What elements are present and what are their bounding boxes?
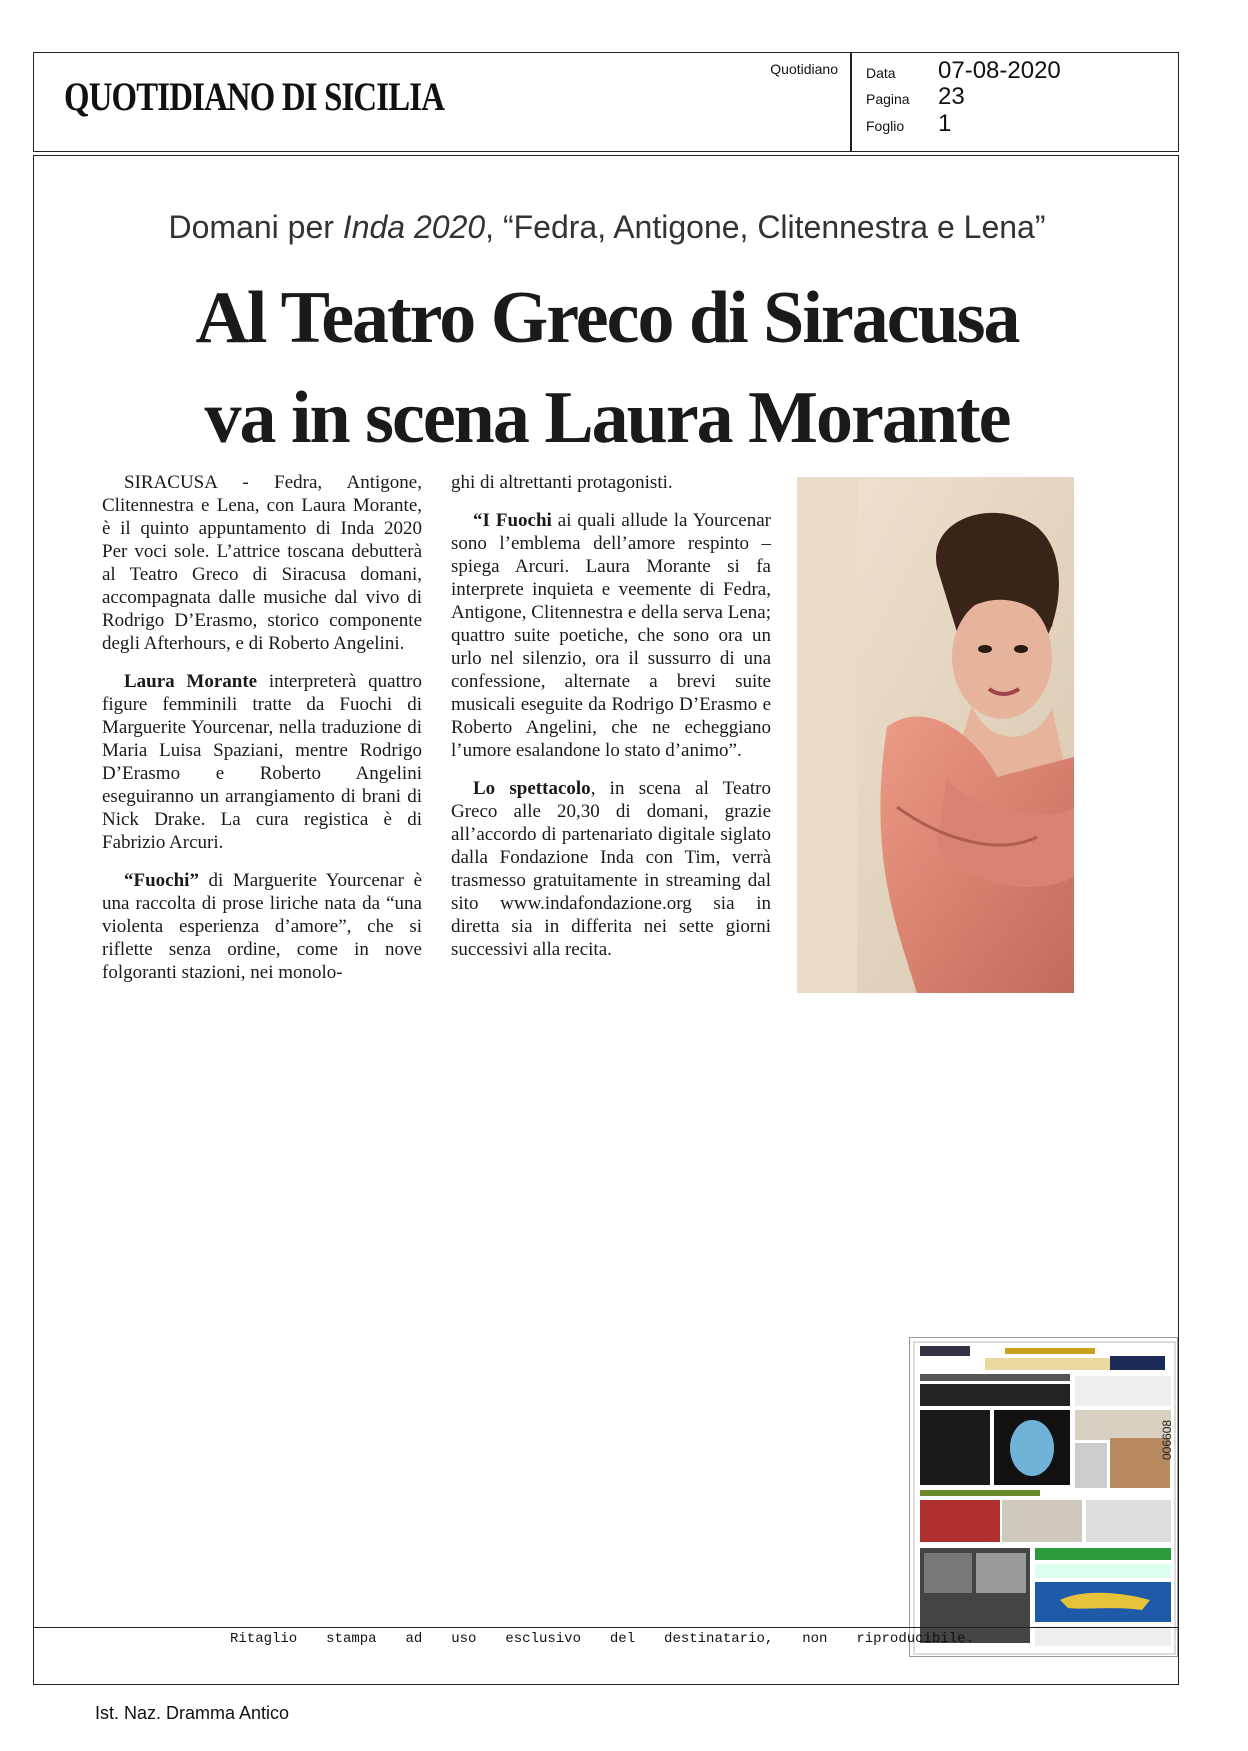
disclaimer-word: destinatario, <box>664 1631 774 1647</box>
col1-p2-body: interpreterà quattro figure femminili tratte da Fuochi di Marguerite Yourcenar, nella traduzione di Maria Luisa Spaziani, mentre Rodrigo D’Erasmo e Roberto Angelini eseguiranno un arrangiamento di brani di Nick Drake. La cura registica è di Fabrizio Arcuri. <box>102 671 422 853</box>
disclaimer <box>230 1631 974 1647</box>
disclaimer-word: ad <box>405 1631 423 1647</box>
meta-date-key: Data <box>866 65 896 81</box>
meta-sheet-value: 1 <box>938 110 952 137</box>
masthead: QUOTIDIANO DI SICILIA <box>64 74 445 119</box>
kicker-post: , “Fedra, Antigone, Clitennestra e Lena” <box>485 209 1046 245</box>
disclaimer-word: stampa <box>326 1631 377 1647</box>
disclaimer-word: del <box>609 1631 636 1647</box>
article-kicker <box>134 209 1080 246</box>
article-column-2 <box>451 471 771 976</box>
meta-page-value: 23 <box>938 83 965 110</box>
col2-p2-lead: Lo spettacolo <box>473 778 591 799</box>
col2-p1-body: ai quali allude la Yourcenar sono l’emblema dell’amore respinto – spiega Arcuri. Laura Morante si fa interprete inquieta e veemente di Fedra, Antigone, Clitennestra e della serva Lena; quattro suite poetiche, che sono ora un urlo nel silenzio, ora il sussurro di una confessione, alternate a brevi suite musicali eseguite da Rodrigo D’Erasmo e Roberto Angelini, che ne echeggiano l’umore esalandone lo stato d’animo”. <box>451 510 771 761</box>
page-thumbnail <box>909 1337 1178 1657</box>
col1-p2-lead: Laura Morante <box>124 671 258 692</box>
meta-date-row <box>866 57 1061 85</box>
headline-line-1: Al Teatro Greco di Siracusa <box>195 277 1019 359</box>
disclaimer-word: riproducibile. <box>856 1631 974 1647</box>
disclaimer-word: esclusivo <box>505 1631 581 1647</box>
col1-paragraph-3 <box>102 869 422 984</box>
publication-type: Quotidiano <box>770 61 838 77</box>
col2-p1-lead: “I Fuochi <box>473 510 552 531</box>
meta-date-value: 07-08-2020 <box>938 57 1061 84</box>
kicker-italic: Inda 2020 <box>342 209 486 245</box>
col2-paragraph-1 <box>451 509 771 762</box>
meta-sheet-row <box>866 110 951 138</box>
col2-paragraph-0: ghi di altrettanti protagonisti. <box>451 472 673 493</box>
kicker-pre: Domani per <box>168 209 343 245</box>
article-column-1 <box>102 471 422 999</box>
header-masthead-box <box>33 52 851 152</box>
disclaimer-word: non <box>802 1631 828 1647</box>
col2-paragraph-2 <box>451 777 771 961</box>
header-meta-box <box>851 52 1179 152</box>
col1-paragraph-1: SIRACUSA - Fedra, Antigone, Clitennestra e Lena, con Laura Morante, è il quinto appuntamento di Inda 2020 Per voci sole. L’attrice toscana debutterà al Teatro Greco di Siracusa domani, accompagnata dalle musiche dal vivo di Rodrigo D’Erasmo, storico componente degli Afterhours, e di Roberto Angelini. <box>102 472 422 654</box>
source-label: Ist. Naz. Dramma Antico <box>95 1703 290 1723</box>
col1-p3-body: di Marguerite Yourcenar è una raccolta di prose liriche nata da “una violenta esperienza d’amore”, che si riflette senza ordine, come in nove folgoranti stazioni, nei monolo- <box>102 870 422 983</box>
disclaimer-word: uso <box>451 1631 477 1647</box>
side-code: 006608 <box>1160 1419 1174 1460</box>
article-clipping <box>33 155 1179 1685</box>
meta-page-row <box>866 83 965 111</box>
portrait-photo <box>797 477 1074 993</box>
footer-divider <box>33 1627 1179 1628</box>
headline-line-2: va in scena Laura Morante <box>204 377 1010 459</box>
disclaimer-word: Ritaglio <box>230 1631 298 1647</box>
meta-sheet-key: Foglio <box>866 118 905 134</box>
col1-paragraph-2 <box>102 670 422 854</box>
col1-p3-lead: “Fuochi” <box>124 870 199 891</box>
meta-page-key: Pagina <box>866 91 910 107</box>
col2-p2-body: , in scena al Teatro Greco alle 20,30 di domani, grazie all’accordo di partenariato digitale siglato dalla Fondazione Inda con Tim, verrà trasmesso gratuitamente in streaming dal sito www.indafondazione.org sia in diretta sia in differita nei sette giorni successivi alla recita. <box>451 778 772 960</box>
